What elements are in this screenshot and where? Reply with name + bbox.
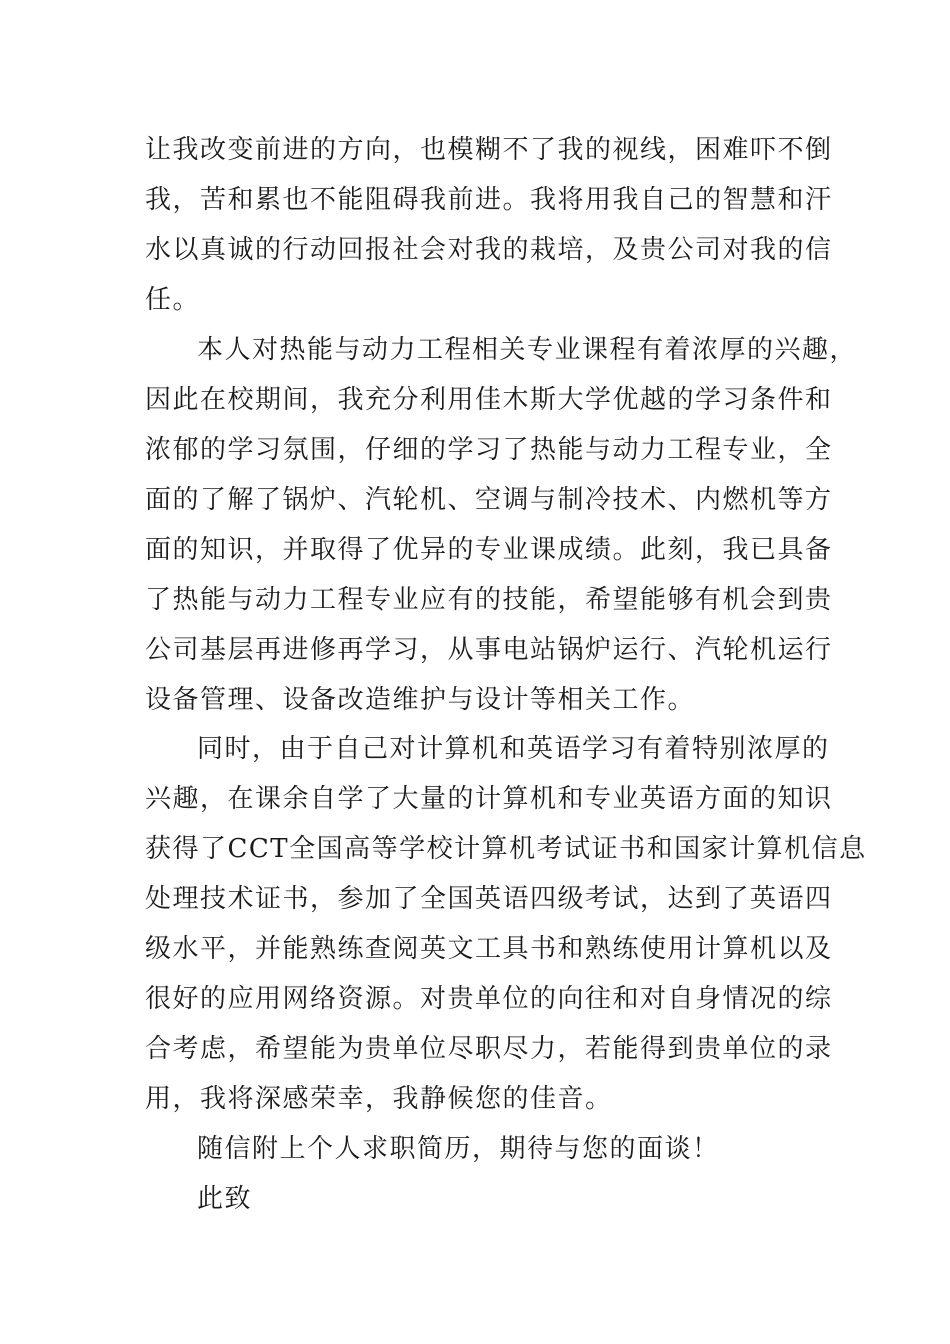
paragraph-line: 面的知识，并取得了优异的专业课成绩。此刻，我已具备 [145, 535, 833, 565]
salutation-line: 此致 [197, 1184, 253, 1214]
paragraph-line: 同时，由于自己对计算机和英语学习有着特别浓厚的 [197, 734, 830, 764]
paragraph-line: 了热能与动力工程专业应有的技能，希望能够有机会到贵 [145, 585, 833, 615]
paragraph-line: 水以真诚的行动回报社会对我的栽培，及贵公司对我的信 [145, 235, 833, 265]
paragraph-line: 浓郁的学习氛围，仔细的学习了热能与动力工程专业，全 [145, 435, 833, 465]
paragraph-line: 处理技术证书，参加了全国英语四级考试，达到了英语四 [145, 884, 833, 914]
paragraph-line: 合考虑，希望能为贵单位尽职尽力，若能得到贵单位的录 [145, 1034, 833, 1064]
paragraph-line: 公司基层再进修再学习，从事电站锅炉运行、汽轮机运行 [145, 635, 833, 665]
paragraph-line: 用，我将深感荣幸，我静候您的佳音。 [145, 1084, 613, 1114]
paragraph-line: 设备管理、设备改造维护与设计等相关工作。 [145, 685, 696, 715]
paragraph-line: 获得了CCT全国高等学校计算机考试证书和国家计算机信息 [145, 834, 867, 864]
closing-line: 随信附上个人求职简历，期待与您的面谈！ [197, 1134, 720, 1164]
paragraph-line: 本人对热能与动力工程相关专业课程有着浓厚的兴趣， [197, 335, 858, 365]
paragraph-line: 让我改变前进的方向，也模糊不了我的视线，困难吓不倒 [145, 135, 833, 165]
paragraph-line: 级水平，并能熟练查阅英文工具书和熟练使用计算机以及 [145, 934, 833, 964]
paragraph-line: 我，苦和累也不能阻碍我前进。我将用我自己的智慧和汗 [145, 185, 833, 215]
paragraph-line: 因此在校期间，我充分利用佳木斯大学优越的学习条件和 [145, 385, 833, 415]
paragraph-line: 面的了解了锅炉、汽轮机、空调与制冷技术、内燃机等方 [145, 485, 833, 515]
paragraph-line: 兴趣，在课余自学了大量的计算机和专业英语方面的知识 [145, 784, 833, 814]
paragraph-line: 很好的应用网络资源。对贵单位的向往和对自身情况的综 [145, 984, 833, 1014]
paragraph-line: 任。 [145, 285, 201, 315]
